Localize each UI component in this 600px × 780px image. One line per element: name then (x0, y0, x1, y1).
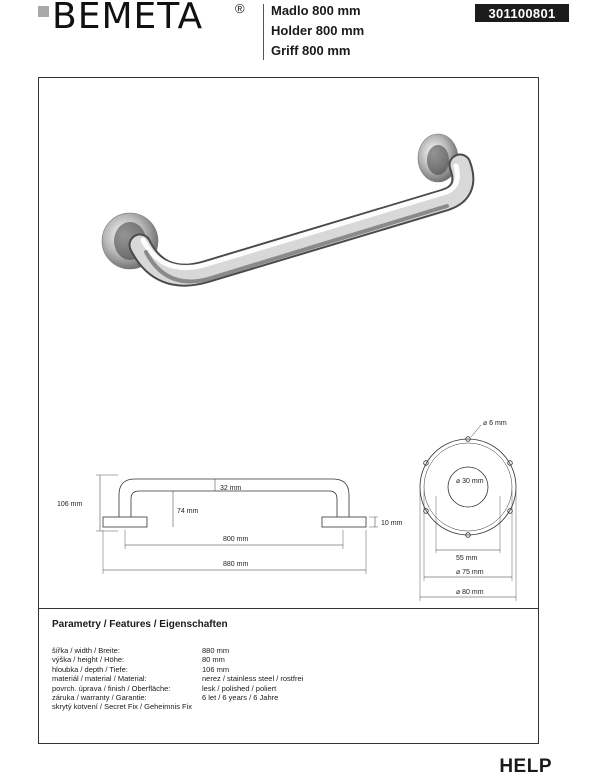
feature-value: lesk / polished / poliert (202, 683, 277, 693)
title-cz: Madlo 800 mm (271, 3, 361, 18)
product-code-badge: 301100801 (475, 4, 569, 22)
category-label: HELP (499, 756, 552, 777)
feature-value: 6 let / 6 years / 6 Jahre (202, 693, 279, 702)
feature-label: hloubka / depth / Tiefe: (52, 664, 128, 674)
feature-label: šířka / width / Breite: (52, 646, 120, 655)
brand-logo: BEMETA (52, 0, 204, 37)
dim-spacing: 55 mm (456, 555, 478, 562)
feature-label: záruka / warranty / Garantie: (52, 693, 147, 702)
feature-label: materiál / material / Material: (52, 674, 147, 684)
feature-row (52, 693, 312, 702)
feature-value: 80 mm (202, 655, 225, 665)
feature-row (52, 665, 312, 674)
feature-value: 880 mm (202, 646, 230, 655)
feature-row (52, 646, 312, 655)
dim-hole: ⌀ 6 mm (483, 420, 507, 427)
dim-mid-diameter: ⌀ 75 mm (456, 569, 484, 576)
dim-inner-height: 74 mm (177, 508, 199, 515)
feature-label: skrytý kotvení / Secret Fix / Geheimnis Fix (52, 702, 193, 712)
dim-outer-diameter: ⌀ 80 mm (456, 589, 484, 596)
feature-value: 106 mm (202, 664, 230, 674)
feature-row (52, 655, 312, 664)
registered-mark: ® (235, 1, 245, 16)
title-de: Griff 800 mm (271, 43, 351, 58)
grab-bar-photo (102, 134, 463, 281)
dim-span: 800 mm (223, 536, 249, 543)
dim-inner-diameter: ⌀ 30 mm (456, 478, 484, 485)
features-title: Parametry / Features / Eigenschaften (52, 619, 228, 630)
feature-row (52, 702, 312, 711)
dim-total-width: 880 mm (223, 561, 249, 568)
feature-row (52, 674, 312, 683)
feature-label: povrch. úprava / finish / Oberfläche: (52, 683, 171, 693)
feature-value: nerez / stainless steel / rostfrei (202, 674, 304, 684)
title-en: Holder 800 mm (271, 23, 365, 38)
feature-row (52, 684, 312, 693)
feature-label: výška / height / Höhe: (52, 655, 125, 665)
dim-height: 106 mm (57, 501, 83, 508)
dim-tube: 32 mm (220, 485, 242, 492)
dim-base: 10 mm (381, 520, 403, 527)
